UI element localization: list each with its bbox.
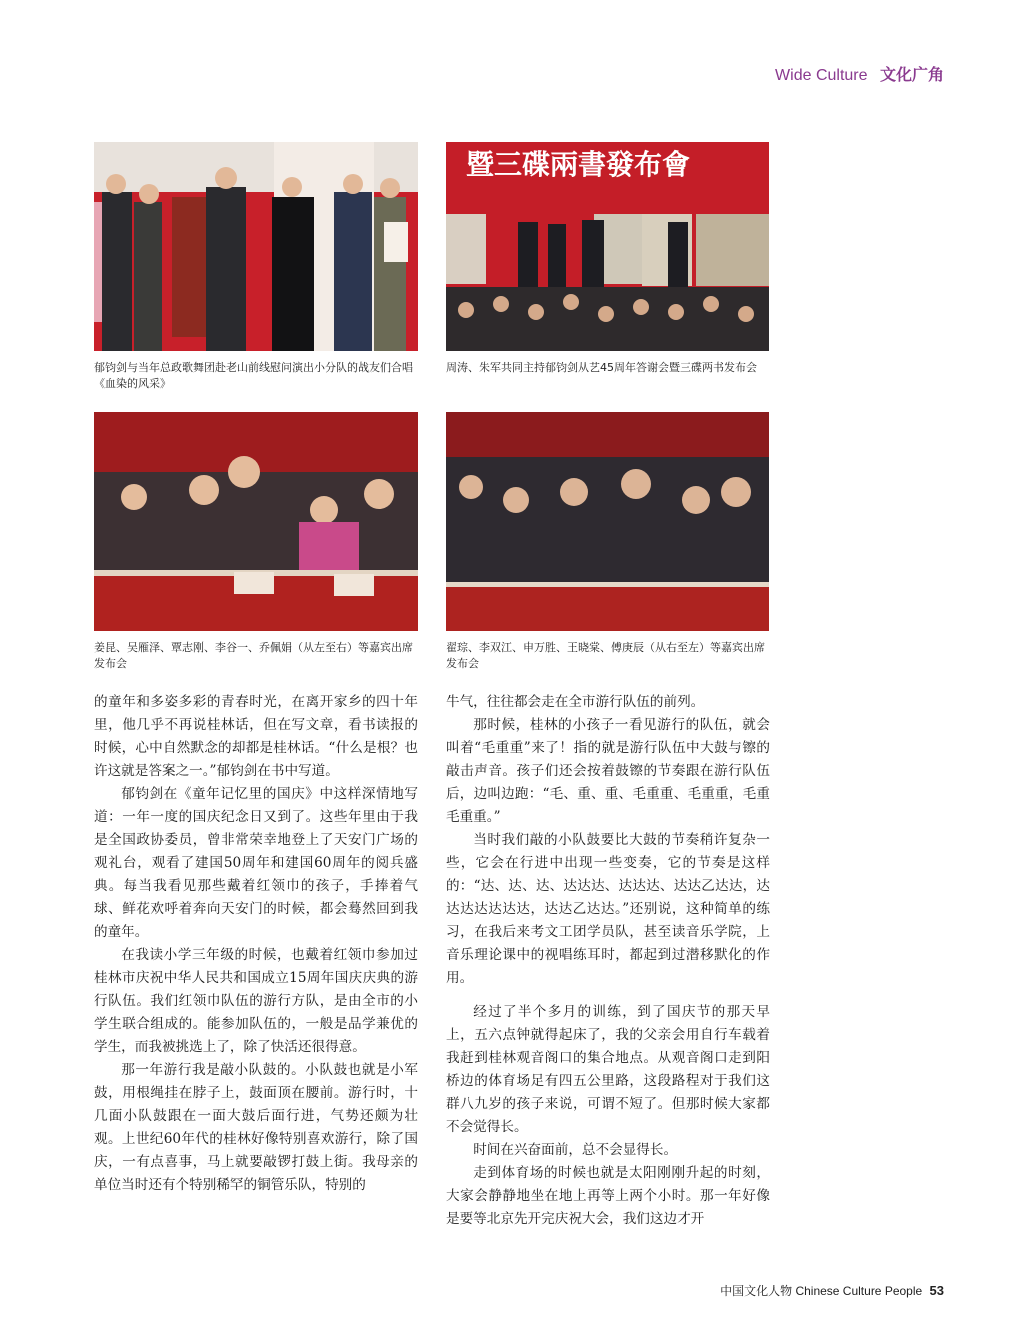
paragraph: 走到体育场的时候也就是太阳刚刚升起的时刻，大家会静静地坐在地上再等上两个小时。那一年好像是要等北京先开完庆祝大会，我们这边才开 xyxy=(446,1165,770,1227)
photo-release-ceremony xyxy=(446,142,769,351)
paragraph: 的童年和多姿多彩的青春时光，在离开家乡的四十年里，他几乎不再说桂林话，但在写文章，看书读报的时候，心中自然默念的却都是桂林话。“什么是根？也许这就是答案之一。”郁钧剑在书中写道。 xyxy=(94,694,418,779)
photo-guests-left xyxy=(94,412,418,631)
paragraph: 在我读小学三年级的时候，也戴着红领巾参加过桂林市庆祝中华人民共和国成立15周年国庆庆典的游行队伍。我们红领巾队伍的游行方队，是由全市的小学生联合组成的。能参加队伍的，一般是品学兼优的学生，而我被挑选上了，除了快活还很得意。 xyxy=(94,947,418,1055)
article-column-right xyxy=(446,691,770,1231)
magazine-name-en: Chinese Culture People xyxy=(795,1284,923,1298)
caption-photo-1: 郁钧剑与当年总政歌舞团赴老山前线慰问演出小分队的战友们合唱《血染的风采》 xyxy=(94,361,413,390)
paragraph: 那时候，桂林的小孩子一看见游行的队伍，就会叫着“毛重重”来了！指的就是游行队伍中大鼓与镲的敲击声音。孩子们还会按着鼓镲的节奏跟在游行队伍后，边叫边跑：“毛、重、重、毛重重、毛重重，毛重毛重重。” xyxy=(446,717,770,825)
section-header xyxy=(775,62,944,85)
photo-chorus-performance xyxy=(94,142,418,351)
page-number: 53 xyxy=(929,1283,944,1298)
page-footer xyxy=(720,1282,944,1299)
banner-text: 暨三碟兩書發布會 xyxy=(466,148,691,181)
paragraph: 当时我们敲的小队鼓要比大鼓的节奏稍许复杂一些，它会在行进中出现一些变奏，它的节奏是这样的：“达、达、达、达达达、达达达、达达乙达达，达达达达达达达，达达乙达达。”还别说，这种简单的练习，在我后来考文工团学员队，甚至读音乐学院，上音乐理论课中的视唱练耳时，都起到过潜移默化的作用。 xyxy=(446,832,770,986)
caption-photo-2: 周涛、朱军共同主持郁钧剑从艺45周年答谢会暨三碟两书发布会 xyxy=(446,361,757,374)
paragraph: 时间在兴奋面前，总不会显得长。 xyxy=(473,1142,678,1158)
section-title-en: Wide Culture xyxy=(775,67,868,84)
paragraph: 经过了半个多月的训练，到了国庆节的那天早上，五六点钟就得起床了，我的父亲会用自行车载着我赶到桂林观音阁口的集合地点。从观音阁口走到阳桥边的体育场足有四五公里路，这段路程对于我们这群八九岁的孩子来说，可谓不短了。但那时候大家都不会觉得长。 xyxy=(446,1004,770,1135)
paragraph: 郁钧剑在《童年记忆里的国庆》中这样深情地写道：一年一度的国庆纪念日又到了。这些年里由于我是全国政协委员，曾非常荣幸地登上了天安门广场的观礼台，观看了建国50周年和建国60周年的阅兵盛典。每当我看见那些戴着红领巾的孩子，手捧着气球、鲜花欢呼着奔向天安门的时候，都会蓦然回到我的童年。 xyxy=(94,786,418,940)
caption-photo-3: 姜昆、吴雁泽、覃志刚、李谷一、乔佩娟（从左至右）等嘉宾出席发布会 xyxy=(94,641,413,670)
caption-photo-4: 翟琮、李双江、申万胜、王晓棠、傅庚辰（从右至左）等嘉宾出席发布会 xyxy=(446,641,765,670)
photo-guests-right xyxy=(446,412,769,631)
paragraph: 牛气，往往都会走在全市游行队伍的前列。 xyxy=(446,694,705,710)
article-column-left xyxy=(94,691,418,1197)
section-title-zh: 文化广角 xyxy=(879,65,944,84)
paragraph: 那一年游行我是敲小队鼓的。小队鼓也就是小军鼓，用根绳挂在脖子上，鼓面顶在腰前。游行时，十几面小队鼓跟在一面大鼓后面行进，气势还颇为壮观。上世纪60年代的桂林好像特别喜欢游行，除了国庆，一有点喜事，马上就要敲锣打鼓上街。我母亲的单位当时还有个特别稀罕的铜管乐队，特别的 xyxy=(94,1062,418,1193)
magazine-name-zh: 中国文化人物 xyxy=(720,1284,793,1298)
